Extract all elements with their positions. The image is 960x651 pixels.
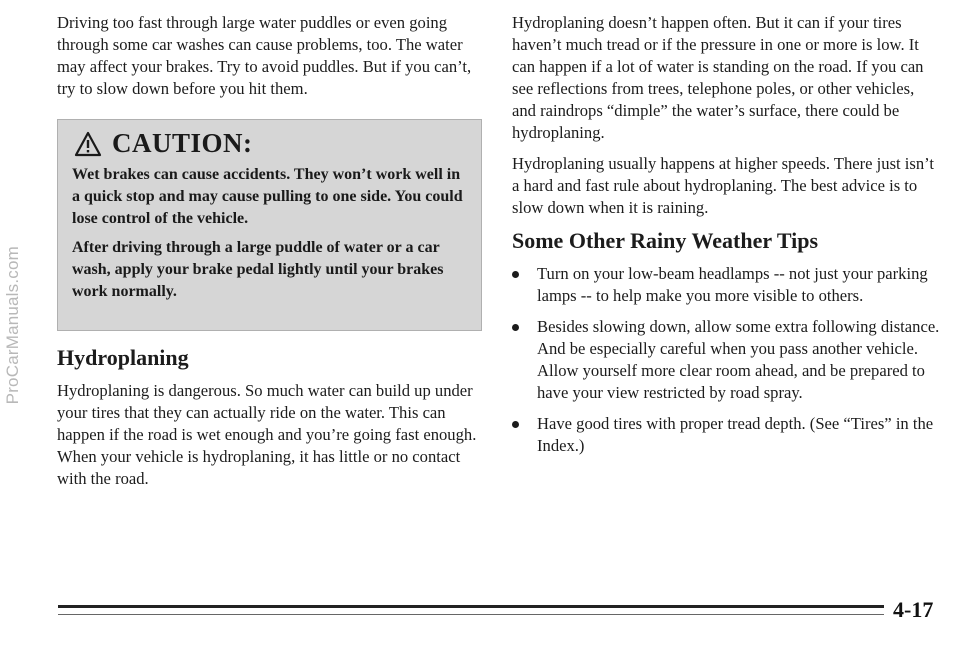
caution-paragraph-2: After driving through a large puddle of water or a car wash, apply your brake pedal lightly until your brakes work normally.: [72, 239, 444, 300]
bullet-icon: [512, 271, 519, 278]
list-item: Besides slowing down, allow some extra following distance. And be especially careful when you pass another vehicle. Allow yourself more clear room ahead, and be prepared to have your view restricted by road spray.: [512, 316, 942, 404]
warning-triangle-icon: [74, 131, 102, 157]
bullet-icon: [512, 324, 519, 331]
hydroplaning-heading: Hydroplaning: [57, 345, 189, 370]
list-item: Turn on your low-beam headlamps -- not just your parking lamps -- to help make you more visible to others.: [512, 263, 942, 307]
bullet-icon: [512, 421, 519, 428]
watermark: [2, 0, 24, 651]
left-column: [57, 12, 487, 490]
caution-box: [57, 119, 482, 331]
rainy-tips-heading: Some Other Rainy Weather Tips: [512, 228, 819, 253]
right-paragraph-2: Hydroplaning usually happens at higher speeds. There just isn’t a hard and fast rule about hydroplaning. The best advice is to slow down when it is raining.: [512, 154, 934, 217]
hydroplaning-paragraph: Hydroplaning is dangerous. So much water can build up under your tires that they can actually ride on the water. This can happen if the road is wet enough and you’re going fast enough. When your vehicle is hydroplaning, it has little or no contact with the road.: [57, 381, 477, 488]
right-paragraph-1: Hydroplaning doesn’t happen often. But it can if your tires haven’t much tread or if the pressure in one or more is low. It can happen if a lot of water is standing on the road. If you can see reflections from trees, telephone poles, or other vehicles, and raindrops “dimple” the water’s surface, there could be hydroplaning.: [512, 13, 924, 142]
footer-rule: [58, 605, 884, 608]
page-number: 4-17: [893, 597, 934, 622]
right-column: [512, 12, 942, 466]
tips-list: [512, 263, 942, 457]
caution-paragraph-1: Wet brakes can cause accidents. They won’t work well in a quick stop and may cause pulling to one side. You could lose control of the vehicle.: [72, 166, 463, 227]
caution-header: [74, 128, 469, 159]
intro-paragraph: Driving too fast through large water puddles or even going through some car washes can cause problems, too. The water may affect your brakes. Try to avoid puddles. But if you can’t, try to slow down before you hit them.: [57, 13, 472, 98]
watermark-text: ProCarManuals.com: [3, 246, 22, 405]
caution-title: CAUTION:: [112, 128, 253, 158]
list-item: Have good tires with proper tread depth. (See “Tires” in the Index.): [512, 413, 942, 457]
footer-rule-thin: [58, 614, 884, 615]
